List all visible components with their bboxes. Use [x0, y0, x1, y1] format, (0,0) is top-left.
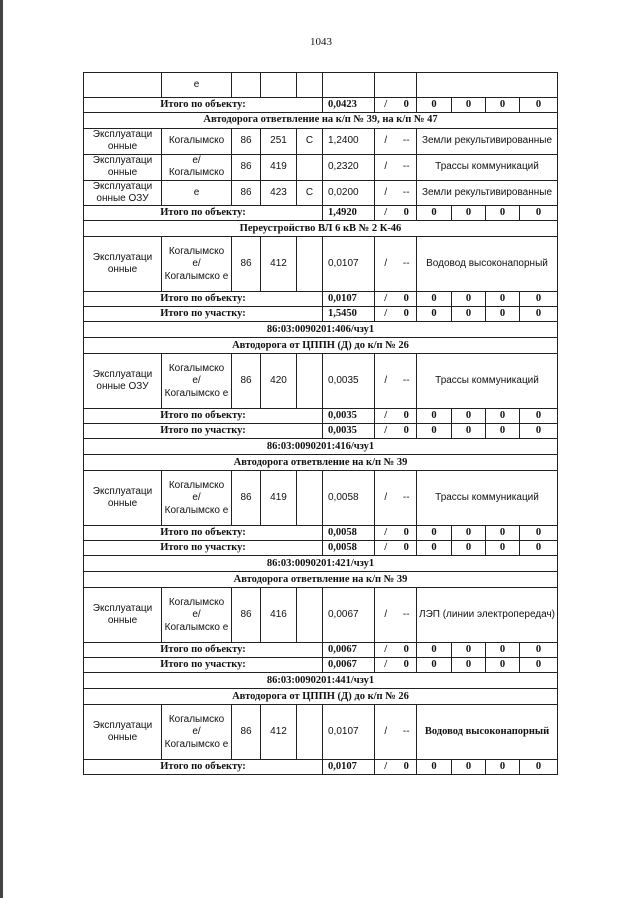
district: е/ Когалымско	[162, 154, 232, 180]
permitted-use: Трассы коммуникаций	[417, 471, 558, 526]
area-separator: /	[375, 588, 397, 643]
total-col-1: 0	[417, 409, 452, 424]
section-header-row	[84, 113, 558, 129]
total-col-4: 0	[520, 292, 558, 307]
total-col-4: 0	[520, 658, 558, 673]
total-row	[84, 98, 558, 113]
total-value: 0	[397, 526, 417, 541]
block-number: 251	[261, 129, 297, 155]
category-letter	[297, 154, 323, 180]
total-label: Итого по объекту:	[84, 643, 323, 658]
region-code: 86	[232, 705, 261, 760]
permitted-use: Водовод высоконапорный	[417, 237, 558, 292]
section-title: 86:03:0090201:406/чзу1	[84, 322, 558, 338]
total-col-1: 0	[417, 760, 452, 775]
total-col-1: 0	[417, 307, 452, 322]
permitted-use: Земли рекультивированные	[417, 129, 558, 155]
section-title: 86:03:0090201:441/чзу1	[84, 673, 558, 689]
plot-row	[84, 154, 558, 180]
area-separator: /	[375, 206, 397, 221]
total-label: Итого по объекту:	[84, 206, 323, 221]
category-letter	[297, 73, 323, 98]
section-title: Автодорога от ЦППН (Д) до к/п № 26	[84, 689, 558, 705]
total-col-3: 0	[486, 541, 520, 556]
section-header-row	[84, 689, 558, 705]
total-row	[84, 424, 558, 439]
total-row	[84, 526, 558, 541]
permitted-use: ЛЭП (линии электропередач)	[417, 588, 558, 643]
total-col-2: 0	[452, 292, 486, 307]
total-col-2: 0	[452, 526, 486, 541]
category-letter	[297, 354, 323, 409]
plot-row	[84, 588, 558, 643]
usage-kind: Эксплуатаци онные	[84, 471, 162, 526]
total-area: 0,0067	[323, 643, 375, 658]
total-label: Итого по объекту:	[84, 760, 323, 775]
plot-row	[84, 129, 558, 155]
block-number: 412	[261, 705, 297, 760]
section-header-row	[84, 221, 558, 237]
total-area: 0,0035	[323, 424, 375, 439]
district: е	[162, 73, 232, 98]
section-title: 86:03:0090201:416/чзу1	[84, 439, 558, 455]
total-col-3: 0	[486, 526, 520, 541]
area-rent: --	[397, 237, 417, 292]
plot-row	[84, 705, 558, 760]
usage-kind: Эксплуатаци онные	[84, 705, 162, 760]
area: 0,0067	[323, 588, 375, 643]
total-value: 0	[397, 658, 417, 673]
block-number: 416	[261, 588, 297, 643]
section-title: Переустройство ВЛ 6 кВ № 2 К-46	[84, 221, 558, 237]
total-col-3: 0	[486, 424, 520, 439]
total-col-3: 0	[486, 760, 520, 775]
category-letter	[297, 237, 323, 292]
area-separator: /	[375, 526, 397, 541]
area: 1,2400	[323, 129, 375, 155]
total-label: Итого по объекту:	[84, 98, 323, 113]
area-separator: /	[375, 237, 397, 292]
total-value: 0	[397, 541, 417, 556]
total-area: 0,0107	[323, 760, 375, 775]
permitted-use: Трассы коммуникаций	[417, 354, 558, 409]
total-value: 0	[397, 424, 417, 439]
region-code: 86	[232, 129, 261, 155]
total-area: 0,0423	[323, 98, 375, 113]
total-row	[84, 206, 558, 221]
area-separator: /	[375, 658, 397, 673]
total-value: 0	[397, 292, 417, 307]
scan-edge	[0, 0, 3, 898]
total-area: 0,0058	[323, 541, 375, 556]
region-code	[232, 73, 261, 98]
total-col-2: 0	[452, 658, 486, 673]
total-label: Итого по объекту:	[84, 526, 323, 541]
area-rent: --	[397, 129, 417, 155]
area: 0,2320	[323, 154, 375, 180]
district: Когалымско е/ Когалымско е	[162, 471, 232, 526]
usage-kind: Эксплуатаци онные	[84, 237, 162, 292]
area-rent: --	[397, 354, 417, 409]
usage-kind: Эксплуатаци онные ОЗУ	[84, 180, 162, 206]
area: 0,0107	[323, 237, 375, 292]
area-separator: /	[375, 760, 397, 775]
district: Когалымско е/ Когалымско е	[162, 705, 232, 760]
area: 0,0200	[323, 180, 375, 206]
usage-kind	[84, 73, 162, 98]
total-col-2: 0	[452, 424, 486, 439]
total-area: 1,4920	[323, 206, 375, 221]
total-col-3: 0	[486, 658, 520, 673]
category-letter	[297, 471, 323, 526]
total-label: Итого по участку:	[84, 541, 323, 556]
plot-row	[84, 180, 558, 206]
total-col-1: 0	[417, 292, 452, 307]
total-col-3: 0	[486, 307, 520, 322]
area-rent: --	[397, 154, 417, 180]
total-col-3: 0	[486, 206, 520, 221]
total-area: 0,0035	[323, 409, 375, 424]
total-col-1: 0	[417, 98, 452, 113]
usage-kind: Эксплуатаци онные ОЗУ	[84, 354, 162, 409]
plot-row	[84, 354, 558, 409]
total-col-2: 0	[452, 409, 486, 424]
total-row	[84, 541, 558, 556]
total-area: 0,0067	[323, 658, 375, 673]
total-col-2: 0	[452, 206, 486, 221]
section-header-row	[84, 322, 558, 338]
district: Когалымско е/ Когалымско е	[162, 237, 232, 292]
area-rent: --	[397, 705, 417, 760]
district: Когалымско е/ Когалымско е	[162, 588, 232, 643]
area-separator: /	[375, 354, 397, 409]
page-number: 1043	[310, 36, 332, 48]
total-area: 1,5450	[323, 307, 375, 322]
area-rent: --	[397, 588, 417, 643]
area-separator: /	[375, 98, 397, 113]
district: е	[162, 180, 232, 206]
area-separator: /	[375, 471, 397, 526]
total-col-3: 0	[486, 409, 520, 424]
land-plot-table	[83, 72, 558, 775]
permitted-use: Водовод высоконапорный	[417, 705, 558, 760]
total-value: 0	[397, 409, 417, 424]
total-label: Итого по объекту:	[84, 292, 323, 307]
total-col-4: 0	[520, 409, 558, 424]
section-header-row	[84, 572, 558, 588]
area-separator	[375, 73, 397, 98]
total-col-3: 0	[486, 292, 520, 307]
total-col-2: 0	[452, 541, 486, 556]
category-letter: С	[297, 129, 323, 155]
total-value: 0	[397, 206, 417, 221]
section-title: Автодорога ответвление на к/п № 39, на к/п № 47	[84, 113, 558, 129]
section-header-row	[84, 439, 558, 455]
total-label: Итого по объекту:	[84, 409, 323, 424]
total-col-4: 0	[520, 760, 558, 775]
total-col-4: 0	[520, 424, 558, 439]
total-row	[84, 307, 558, 322]
category-letter	[297, 588, 323, 643]
total-col-2: 0	[452, 643, 486, 658]
total-row	[84, 760, 558, 775]
plot-row	[84, 237, 558, 292]
district: Когалымско	[162, 129, 232, 155]
section-title: Автодорога от ЦППН (Д) до к/п № 26	[84, 338, 558, 354]
block-number: 419	[261, 471, 297, 526]
total-col-2: 0	[452, 98, 486, 113]
usage-kind: Эксплуатаци онные	[84, 154, 162, 180]
total-value: 0	[397, 760, 417, 775]
total-label: Итого по участку:	[84, 307, 323, 322]
continued-row	[84, 73, 558, 98]
total-col-4: 0	[520, 206, 558, 221]
area-separator: /	[375, 409, 397, 424]
category-letter	[297, 705, 323, 760]
area-rent	[397, 73, 417, 98]
permitted-use	[417, 73, 558, 98]
area	[323, 73, 375, 98]
section-title: Автодорога ответвление на к/п № 39	[84, 572, 558, 588]
total-col-1: 0	[417, 658, 452, 673]
section-header-row	[84, 455, 558, 471]
total-area: 0,0058	[323, 526, 375, 541]
block-number: 412	[261, 237, 297, 292]
total-col-4: 0	[520, 307, 558, 322]
total-row	[84, 292, 558, 307]
region-code: 86	[232, 354, 261, 409]
total-row	[84, 643, 558, 658]
area: 0,0035	[323, 354, 375, 409]
district: Когалымско е/ Когалымско е	[162, 354, 232, 409]
area-separator: /	[375, 643, 397, 658]
section-title: Автодорога ответвление на к/п № 39	[84, 455, 558, 471]
area-separator: /	[375, 307, 397, 322]
area-separator: /	[375, 424, 397, 439]
area-rent: --	[397, 180, 417, 206]
block-number	[261, 73, 297, 98]
area-separator: /	[375, 705, 397, 760]
total-col-2: 0	[452, 760, 486, 775]
total-col-3: 0	[486, 643, 520, 658]
total-col-1: 0	[417, 526, 452, 541]
section-header-row	[84, 673, 558, 689]
total-value: 0	[397, 643, 417, 658]
total-value: 0	[397, 98, 417, 113]
total-row	[84, 409, 558, 424]
area-separator: /	[375, 180, 397, 206]
total-col-4: 0	[520, 643, 558, 658]
plot-row	[84, 471, 558, 526]
total-col-1: 0	[417, 643, 452, 658]
table-body	[84, 73, 558, 775]
area-rent: --	[397, 471, 417, 526]
total-row	[84, 658, 558, 673]
total-col-1: 0	[417, 541, 452, 556]
permitted-use: Трассы коммуникаций	[417, 154, 558, 180]
usage-kind: Эксплуатаци онные	[84, 588, 162, 643]
usage-kind: Эксплуатаци онные	[84, 129, 162, 155]
total-col-4: 0	[520, 98, 558, 113]
region-code: 86	[232, 471, 261, 526]
section-header-row	[84, 556, 558, 572]
total-col-4: 0	[520, 526, 558, 541]
total-col-3: 0	[486, 98, 520, 113]
area-separator: /	[375, 292, 397, 307]
area: 0,0107	[323, 705, 375, 760]
section-header-row	[84, 338, 558, 354]
block-number: 420	[261, 354, 297, 409]
permitted-use: Земли рекультивированные	[417, 180, 558, 206]
area-separator: /	[375, 541, 397, 556]
area: 0,0058	[323, 471, 375, 526]
region-code: 86	[232, 154, 261, 180]
section-title: 86:03:0090201:421/чзу1	[84, 556, 558, 572]
total-col-2: 0	[452, 307, 486, 322]
total-col-4: 0	[520, 541, 558, 556]
total-col-1: 0	[417, 206, 452, 221]
total-label: Итого по участку:	[84, 658, 323, 673]
total-area: 0,0107	[323, 292, 375, 307]
total-value: 0	[397, 307, 417, 322]
area-separator: /	[375, 129, 397, 155]
region-code: 86	[232, 237, 261, 292]
region-code: 86	[232, 588, 261, 643]
area-separator: /	[375, 154, 397, 180]
category-letter: С	[297, 180, 323, 206]
total-col-1: 0	[417, 424, 452, 439]
block-number: 419	[261, 154, 297, 180]
total-label: Итого по участку:	[84, 424, 323, 439]
block-number: 423	[261, 180, 297, 206]
region-code: 86	[232, 180, 261, 206]
